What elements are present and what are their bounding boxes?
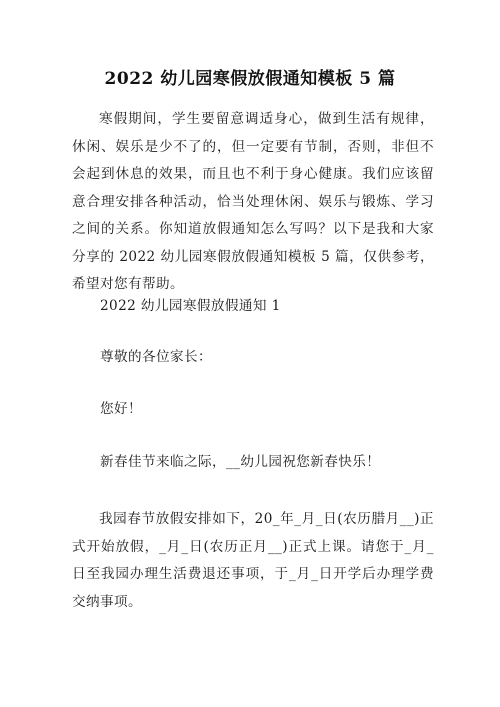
holiday-arrangement-paragraph: 我园春节放假安排如下，20_年_月_日(农历腊月__)正式开始放假，_月_日(农历正月__)正式上课。请您于_月_日至我园办理生活费退还事项，于_月_日开学后办理学费交纳事项。	[72, 511, 434, 610]
greeting-line: 您好！	[100, 401, 142, 417]
notice-subheading: 2022 幼儿园寒假放假通知 1	[100, 298, 281, 314]
new-year-wishes: 新春佳节来临之际，__幼儿园祝您新春快乐！	[100, 454, 381, 470]
salutation-line: 尊敬的各位家长：	[100, 349, 212, 365]
document-title: 2022 幼儿园寒假放假通知模板 5 篇	[104, 69, 396, 89]
intro-paragraph: 寒假期间，学生要留意调适身心，做到生活有规律，休闲、娱乐是少不了的，但一定要有节制，否则，非但不会起到休息的效果，而且也不利于身心健康。我们应该留意合理安排各种活动，恰当处理休闲、娱乐与锻炼、学习之间的关系。你知道放假通知怎么写吗？以下是我和大家分享的 2022 幼儿园寒假放假通知模板 5 篇，仅供参考，希望对您有帮助。	[72, 111, 434, 292]
